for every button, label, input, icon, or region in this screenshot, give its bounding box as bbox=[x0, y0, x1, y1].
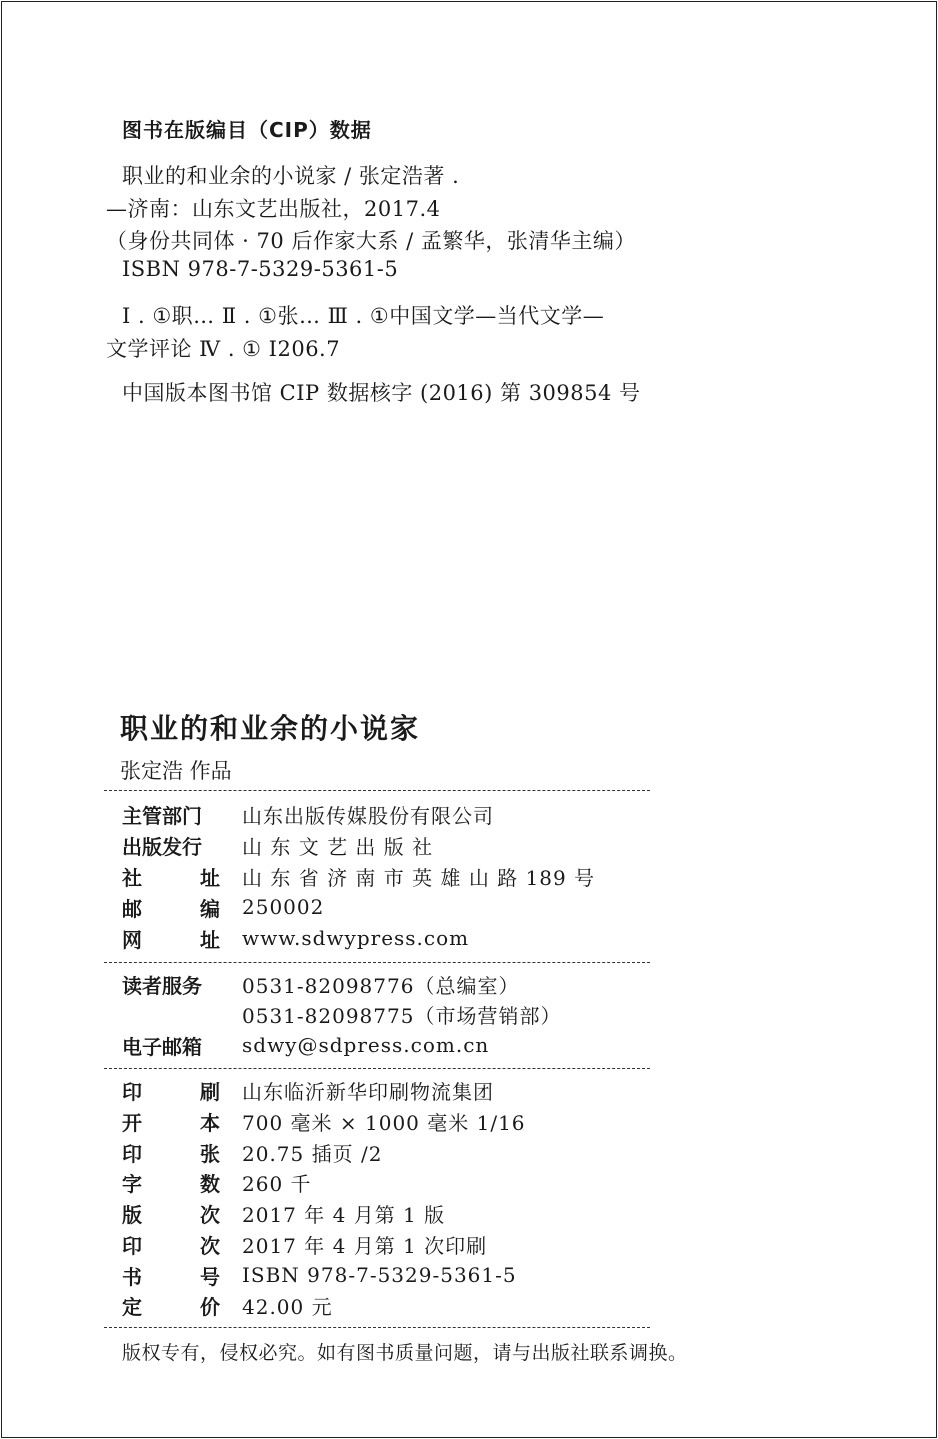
info-row bbox=[122, 1168, 312, 1196]
info-label: 网 址 bbox=[122, 927, 220, 952]
info-row bbox=[122, 1031, 490, 1059]
cip-line-classification-1: Ⅰ . ①职… Ⅱ . ①张… Ⅲ . ①中国文学—当代文学— bbox=[122, 304, 605, 328]
info-label: 书 号 bbox=[122, 1264, 220, 1289]
info-label: 电子邮箱 bbox=[122, 1034, 202, 1059]
info-value: 20.75 插页 /2 bbox=[242, 1141, 383, 1166]
info-row bbox=[122, 800, 494, 828]
divider bbox=[104, 1327, 650, 1328]
info-row bbox=[122, 1107, 526, 1135]
book-title: 职业的和业余的小说家 bbox=[120, 712, 421, 745]
info-row bbox=[122, 1261, 517, 1289]
info-label: 邮 编 bbox=[122, 896, 220, 921]
info-row bbox=[122, 831, 434, 859]
cip-line-cip-number: 中国版本图书馆 CIP 数据核字 (2016) 第 309854 号 bbox=[122, 381, 641, 405]
info-value: ISBN 978-7-5329-5361-5 bbox=[242, 1263, 517, 1287]
info-value: 山东临沂新华印刷物流集团 bbox=[242, 1079, 494, 1104]
divider bbox=[104, 962, 650, 963]
info-value: 250002 bbox=[242, 895, 325, 919]
info-value: sdwy@sdpress.com.cn bbox=[242, 1033, 490, 1057]
info-label: 字 数 bbox=[122, 1171, 220, 1196]
info-label: 读者服务 bbox=[122, 973, 202, 998]
divider bbox=[104, 1068, 650, 1069]
info-row bbox=[122, 1000, 562, 1028]
cip-line-classification-2: 文学评论 Ⅳ . ① I206.7 bbox=[106, 337, 341, 361]
cip-line-title: 职业的和业余的小说家 / 张定浩著 . bbox=[122, 164, 460, 188]
info-row bbox=[122, 924, 470, 952]
info-label: 社 址 bbox=[122, 865, 220, 890]
info-value: 0531-82098776（总编室） bbox=[242, 973, 520, 998]
info-label: 出版发行 bbox=[122, 834, 202, 859]
divider bbox=[104, 790, 650, 791]
info-value: 42.00 元 bbox=[242, 1294, 333, 1319]
info-value: 700 毫米 × 1000 毫米 1/16 bbox=[242, 1110, 526, 1135]
cip-line-isbn: ISBN 978-7-5329-5361-5 bbox=[122, 257, 399, 281]
info-label: 定 价 bbox=[122, 1294, 220, 1319]
cip-heading: 图书在版编目（CIP）数据 bbox=[122, 118, 372, 142]
info-row bbox=[122, 1138, 383, 1166]
book-author: 张定浩 作品 bbox=[120, 759, 232, 783]
info-label: 开 本 bbox=[122, 1110, 220, 1135]
info-value: 260 千 bbox=[242, 1171, 312, 1196]
info-row bbox=[122, 893, 325, 921]
info-row bbox=[122, 1230, 488, 1258]
info-value: www.sdwypress.com bbox=[242, 926, 470, 950]
info-value: 山 东 省 济 南 市 英 雄 山 路 189 号 bbox=[242, 865, 596, 890]
copyright-notice: 版权专有，侵权必究。如有图书质量问题，请与出版社联系调换。 bbox=[122, 1342, 688, 1364]
info-row bbox=[122, 1076, 494, 1104]
info-label: 印 刷 bbox=[122, 1079, 220, 1104]
info-value: 0531-82098775（市场营销部） bbox=[242, 1003, 562, 1028]
info-row bbox=[122, 970, 520, 998]
info-value: 山 东 文 艺 出 版 社 bbox=[242, 834, 434, 859]
info-label: 印 次 bbox=[122, 1233, 220, 1258]
info-label: 印 张 bbox=[122, 1141, 220, 1166]
info-value: 山东出版传媒股份有限公司 bbox=[242, 803, 494, 828]
cip-line-series: （身份共同体 · 70 后作家大系 / 孟繁华，张清华主编） bbox=[106, 229, 636, 253]
info-label: 主管部门 bbox=[122, 803, 202, 828]
info-row bbox=[122, 1199, 446, 1227]
info-label: 版 次 bbox=[122, 1202, 220, 1227]
info-value: 2017 年 4 月第 1 次印刷 bbox=[242, 1233, 488, 1258]
info-value: 2017 年 4 月第 1 版 bbox=[242, 1202, 446, 1227]
info-row bbox=[122, 862, 596, 890]
cip-line-publisher: —济南：山东文艺出版社，2017.4 bbox=[106, 197, 441, 221]
info-row bbox=[122, 1291, 333, 1319]
